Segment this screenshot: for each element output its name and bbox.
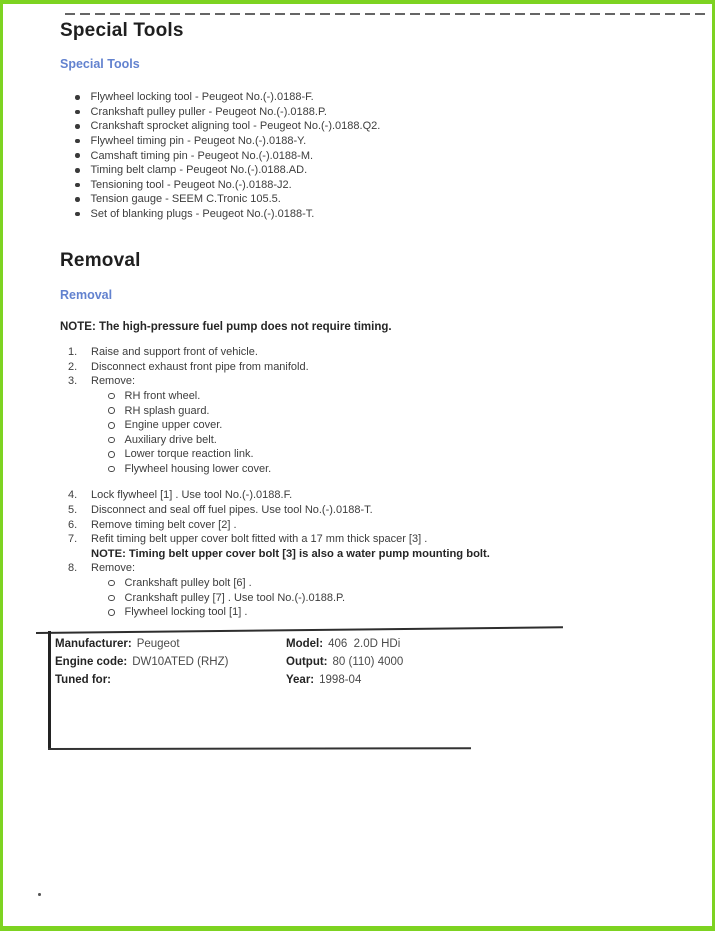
circle-bullet-icon [108, 609, 115, 616]
spec-label: Output: [286, 656, 328, 668]
sub-step-row [68, 462, 648, 477]
circle-bullet-icon [108, 422, 115, 429]
spec-value: 406 2.0D HDi [328, 638, 401, 650]
step-row [68, 488, 648, 503]
step-number: 7. [68, 533, 78, 546]
step-row [68, 374, 648, 389]
spec-label: Manufacturer: [55, 638, 132, 650]
list-item [75, 134, 635, 149]
table-row [55, 635, 555, 653]
sub-step-text: Engine upper cover. [124, 419, 223, 432]
tool-item-text: Camshaft timing pin - Peugeot No.(-).0188-M. [90, 149, 314, 162]
step-row [68, 503, 648, 518]
spec-box-top-border [36, 626, 563, 634]
sub-step-text: Crankshaft pulley bolt [6] . [124, 577, 252, 590]
step-text: Remove timing belt cover [2] . [91, 518, 237, 531]
sub-step-text: Crankshaft pulley [7] . Use tool No.(-).0188.P. [124, 591, 346, 604]
step-text: Disconnect exhaust front pipe from manifold. [91, 360, 309, 373]
top-dashed-divider [65, 13, 710, 15]
special-tools-list [75, 90, 635, 221]
spec-value: 1998-04 [319, 674, 362, 686]
tool-item-text: Crankshaft sprocket aligning tool - Peugeot No.(-).0188.Q2. [90, 120, 381, 133]
tool-item-text: Crankshaft pulley puller - Peugeot No.(-).0188.P. [90, 105, 327, 118]
sub-step-row [68, 403, 648, 418]
removal-note: NOTE: The high-pressure fuel pump does not require timing. [60, 321, 392, 333]
tool-item-text: Tension gauge - SEEM C.Tronic 105.5. [90, 193, 281, 206]
list-item [75, 178, 635, 193]
sub-step-text: Flywheel housing lower cover. [124, 463, 272, 476]
step-text: Raise and support front of vehicle. [91, 346, 258, 358]
tool-item-text: Flywheel locking tool - Peugeot No.(-).0188-F. [90, 91, 314, 104]
step-row [68, 345, 648, 360]
tool-item-text: Tensioning tool - Peugeot No.(-).0188-J2. [90, 178, 292, 191]
spec-value: DW10ATED (RHZ) [132, 656, 229, 668]
list-item [75, 163, 635, 178]
spec-box-bottom-border [48, 747, 471, 750]
step-number: 2. [68, 360, 78, 373]
removal-link[interactable]: Removal [60, 288, 113, 302]
sub-step-text: Lower torque reaction link. [124, 448, 254, 461]
sub-step-text: RH front wheel. [124, 390, 201, 403]
bullet-icon [75, 212, 80, 217]
circle-bullet-icon [108, 407, 115, 414]
spec-value: 80 (110) 4000 [332, 656, 404, 668]
step-row [68, 360, 648, 375]
special-tools-link[interactable]: Special Tools [60, 57, 140, 71]
circle-bullet-icon [108, 393, 115, 400]
bullet-icon [75, 168, 80, 173]
bullet-icon [75, 183, 80, 188]
step-text: Remove: [91, 562, 136, 575]
bullet-icon [75, 110, 80, 115]
step-number: 5. [68, 503, 78, 516]
tool-item-text: Set of blanking plugs - Peugeot No.(-).0188-T. [90, 208, 315, 221]
step-text: Refit timing belt upper cover bolt fitted with a 17 mm thick spacer [3] . [91, 533, 428, 546]
circle-bullet-icon [108, 437, 115, 444]
list-item [75, 148, 635, 163]
spec-box-left-border [48, 631, 51, 750]
step-number: 3. [68, 375, 78, 388]
list-item [75, 207, 635, 222]
circle-bullet-icon [108, 580, 115, 587]
table-row [55, 671, 555, 689]
spec-label: Tuned for: [55, 674, 111, 686]
special-tools-heading: Special Tools [60, 20, 184, 41]
sub-step-row [68, 447, 648, 462]
bullet-icon [75, 197, 80, 202]
sub-step-text: Auxiliary drive belt. [124, 433, 217, 446]
spec-value: Peugeot [136, 638, 180, 650]
sub-step-row [68, 605, 648, 620]
bullet-icon [75, 153, 80, 158]
list-item [75, 105, 635, 120]
step-inline-note: NOTE: Timing belt upper cover bolt [3] is also a water pump mounting bolt. [91, 547, 490, 560]
sub-step-row [68, 591, 648, 606]
removal-heading: Removal [60, 250, 141, 271]
removal-steps-list [68, 345, 648, 620]
step-number: 1. [68, 346, 78, 358]
list-item [75, 119, 635, 134]
list-item [75, 90, 635, 105]
spec-label: Year: [286, 674, 315, 686]
circle-bullet-icon [108, 466, 115, 473]
step-row [68, 518, 648, 533]
tool-item-text: Flywheel timing pin - Peugeot No.(-).0188-Y. [90, 135, 307, 148]
vehicle-spec-table [55, 635, 555, 689]
bullet-icon [75, 95, 80, 100]
table-row [55, 653, 555, 671]
step-number: 8. [68, 562, 78, 575]
step-row [68, 532, 648, 547]
bullet-icon [75, 124, 80, 129]
spec-label: Model: [286, 638, 324, 650]
step-text: Remove: [91, 375, 136, 388]
sub-step-row [68, 418, 648, 433]
step-text: Lock flywheel [1] . Use tool No.(-).0188.F. [91, 489, 293, 502]
step-number: 4. [68, 489, 78, 502]
tool-item-text: Timing belt clamp - Peugeot No.(-).0188.AD. [90, 164, 308, 177]
step-text: Disconnect and seal off fuel pipes. Use tool No.(-).0188-T. [91, 503, 373, 516]
sub-step-row [68, 389, 648, 404]
sub-step-text: Flywheel locking tool [1] . [124, 606, 248, 619]
step-row [68, 561, 648, 576]
circle-bullet-icon [108, 595, 115, 602]
sub-step-text: RH splash guard. [124, 404, 210, 417]
circle-bullet-icon [108, 451, 115, 458]
sub-step-row [68, 433, 648, 448]
list-item [75, 192, 635, 207]
page-artifact-dot [38, 893, 41, 896]
step-number: 6. [68, 518, 78, 531]
bullet-icon [75, 139, 80, 144]
sub-step-row [68, 576, 648, 591]
spec-label: Engine code: [55, 656, 128, 668]
